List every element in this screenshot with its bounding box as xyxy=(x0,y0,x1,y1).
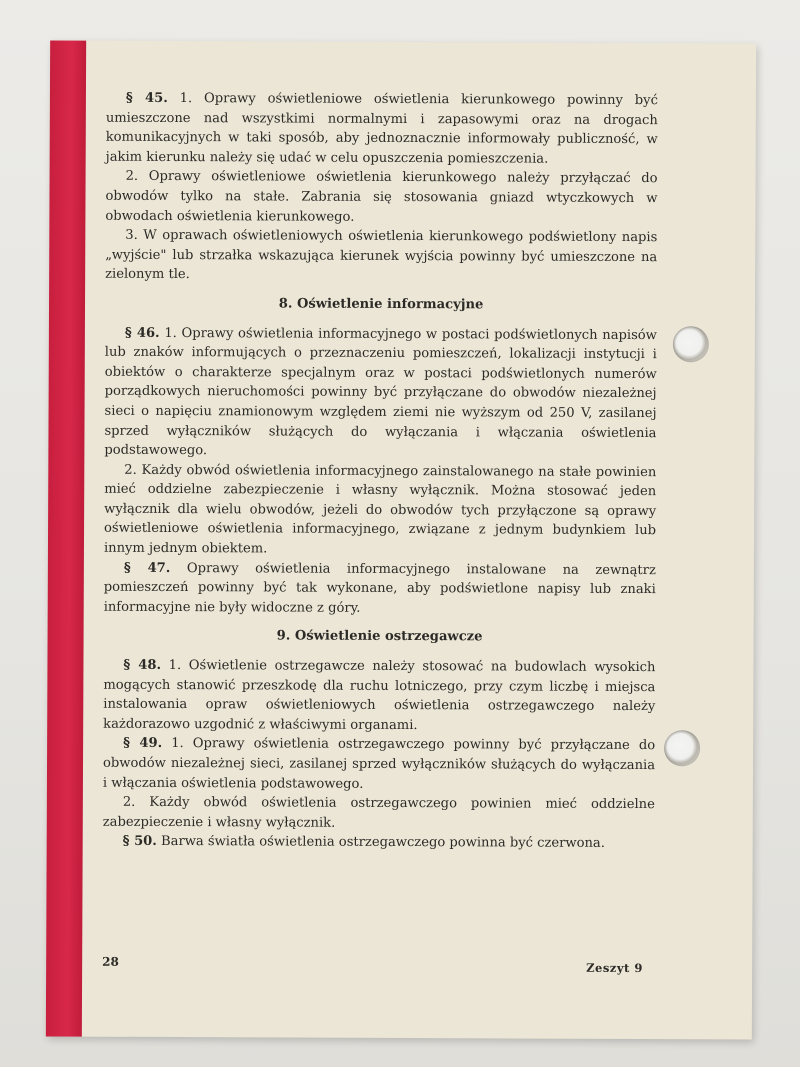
document-body xyxy=(103,89,658,854)
section-mark: § 48. xyxy=(123,657,162,673)
paragraph-46-2 xyxy=(104,460,656,560)
section-mark: § 49. xyxy=(123,736,163,752)
issue-label: Zeszyt 9 xyxy=(586,960,643,976)
paragraph-text: Barwa światła oświetlenia ostrzegawczego powinna być czerwona. xyxy=(156,834,605,852)
punch-hole xyxy=(673,326,709,362)
paragraph-45-3 xyxy=(105,226,657,287)
section-heading-9: 9. Oświetlenie ostrzegawcze xyxy=(276,628,483,645)
paragraph-49-2 xyxy=(103,793,655,835)
paragraph-text: 1. Oświetlenie ostrzegawcze należy stosować na budowlach wysokich mogących stanowić przeszkodę dla ruchu lotniczego, przy czym liczbę i miejsca instalowania opraw oświetleniowych oświetlenia ostrzegawczego należy każdorazowo uzgodnić z właściwymi organami. xyxy=(103,657,656,733)
section-mark: § 45. xyxy=(125,90,168,106)
paragraph-text: 1. Oprawy oświetleniowe oświetlenia kierunkowego powinny być umieszczone nad wszystkimi normalnymi i zapasowymi oraz na drogach komunikacyjnych w taki sposób, aby jednoznacznie informowały publiczność, w jakim kierunku należy się udać w celu opuszczenia pomieszczenia. xyxy=(105,90,658,167)
section-mark: § 46. xyxy=(124,325,160,341)
paragraph-text: 1. Oprawy oświetlenia ostrzegawczego powinny być przyłączane do obwodów niezależnej sieci, zasilanej sprzed wyłączników służących do wyłączania i włączania oświetlenia podstawowego. xyxy=(102,736,656,792)
paragraph-text: 2. Oprawy oświetleniowe oświetlenia kierunkowego należy przyłączać do obwodów tylko na stałe. Zabrania się stosowania gniazd wtyczkowych w obwodach oświetlenia kierunkowego. xyxy=(105,169,658,225)
paragraph-50 xyxy=(103,832,655,854)
paragraph-text: 3. W oprawach oświetleniowych oświetlenia kierunkowego podświetlony napis „wyjście" lub strzałka wskazująca kierunek wyjścia powinny być umieszczone na zielonym tle. xyxy=(105,227,658,283)
paragraph-46-1 xyxy=(104,323,657,463)
page-number: 28 xyxy=(102,954,119,969)
paragraph-47 xyxy=(104,558,656,619)
section-heading-8: 8. Oświetlenie informacyjne xyxy=(278,296,484,313)
paragraph-48 xyxy=(103,656,655,737)
paragraph-text: 2. Każdy obwód oświetlenia informacyjnego zainstalowanego na stałe powinien mieć oddzielne zabezpieczenie i własny wyłącznik. Można stosować jeden wyłącznik dla wielu obwodów, jeżeli do obwodów tych przyłączone są oprawy oświetleniowe oświetlenia informacyjnego, związane z jednym budynkiem lub innym jednym obiektem. xyxy=(103,462,657,557)
paragraph-text: 1. Oprawy oświetlenia informacyjnego w postaci podświetlonych napisów lub znaków informujących o przeznaczeniu pomieszczeń, lokalizacji instytucji i obiektów o charakterze specjalnym oraz w postaci podświetlonych numerów porządkowych nieruchomości powinny być przyłączane do obwodów niezależnej sieci o napięciu znamionowym względem ziemi nie wyższym od 250 V, zasilanej sprzed wyłączników służących do wyłączania i włączania oświetlenia podstawowego. xyxy=(104,325,657,459)
section-mark: § 50. xyxy=(122,834,157,850)
punch-hole xyxy=(664,730,700,766)
paragraph-45-1 xyxy=(106,89,658,170)
red-binding-strip xyxy=(46,40,86,1036)
document-page xyxy=(46,40,756,1039)
paragraph-text: 2. Każdy obwód oświetlenia ostrzegawczego powinien mieć oddzielne zabezpieczenie i własny wyłącznik. xyxy=(102,794,655,831)
paragraph-text: Oprawy oświetlenia informacyjnego instalowane na zewnątrz pomieszczeń powinny być tak wykonane, aby podświetlone napisy lub znaki informacyjne nie były widoczne z góry. xyxy=(103,560,656,616)
paragraph-49-1 xyxy=(103,734,655,795)
section-mark: § 47. xyxy=(123,560,171,576)
paragraph-45-2 xyxy=(105,167,657,228)
